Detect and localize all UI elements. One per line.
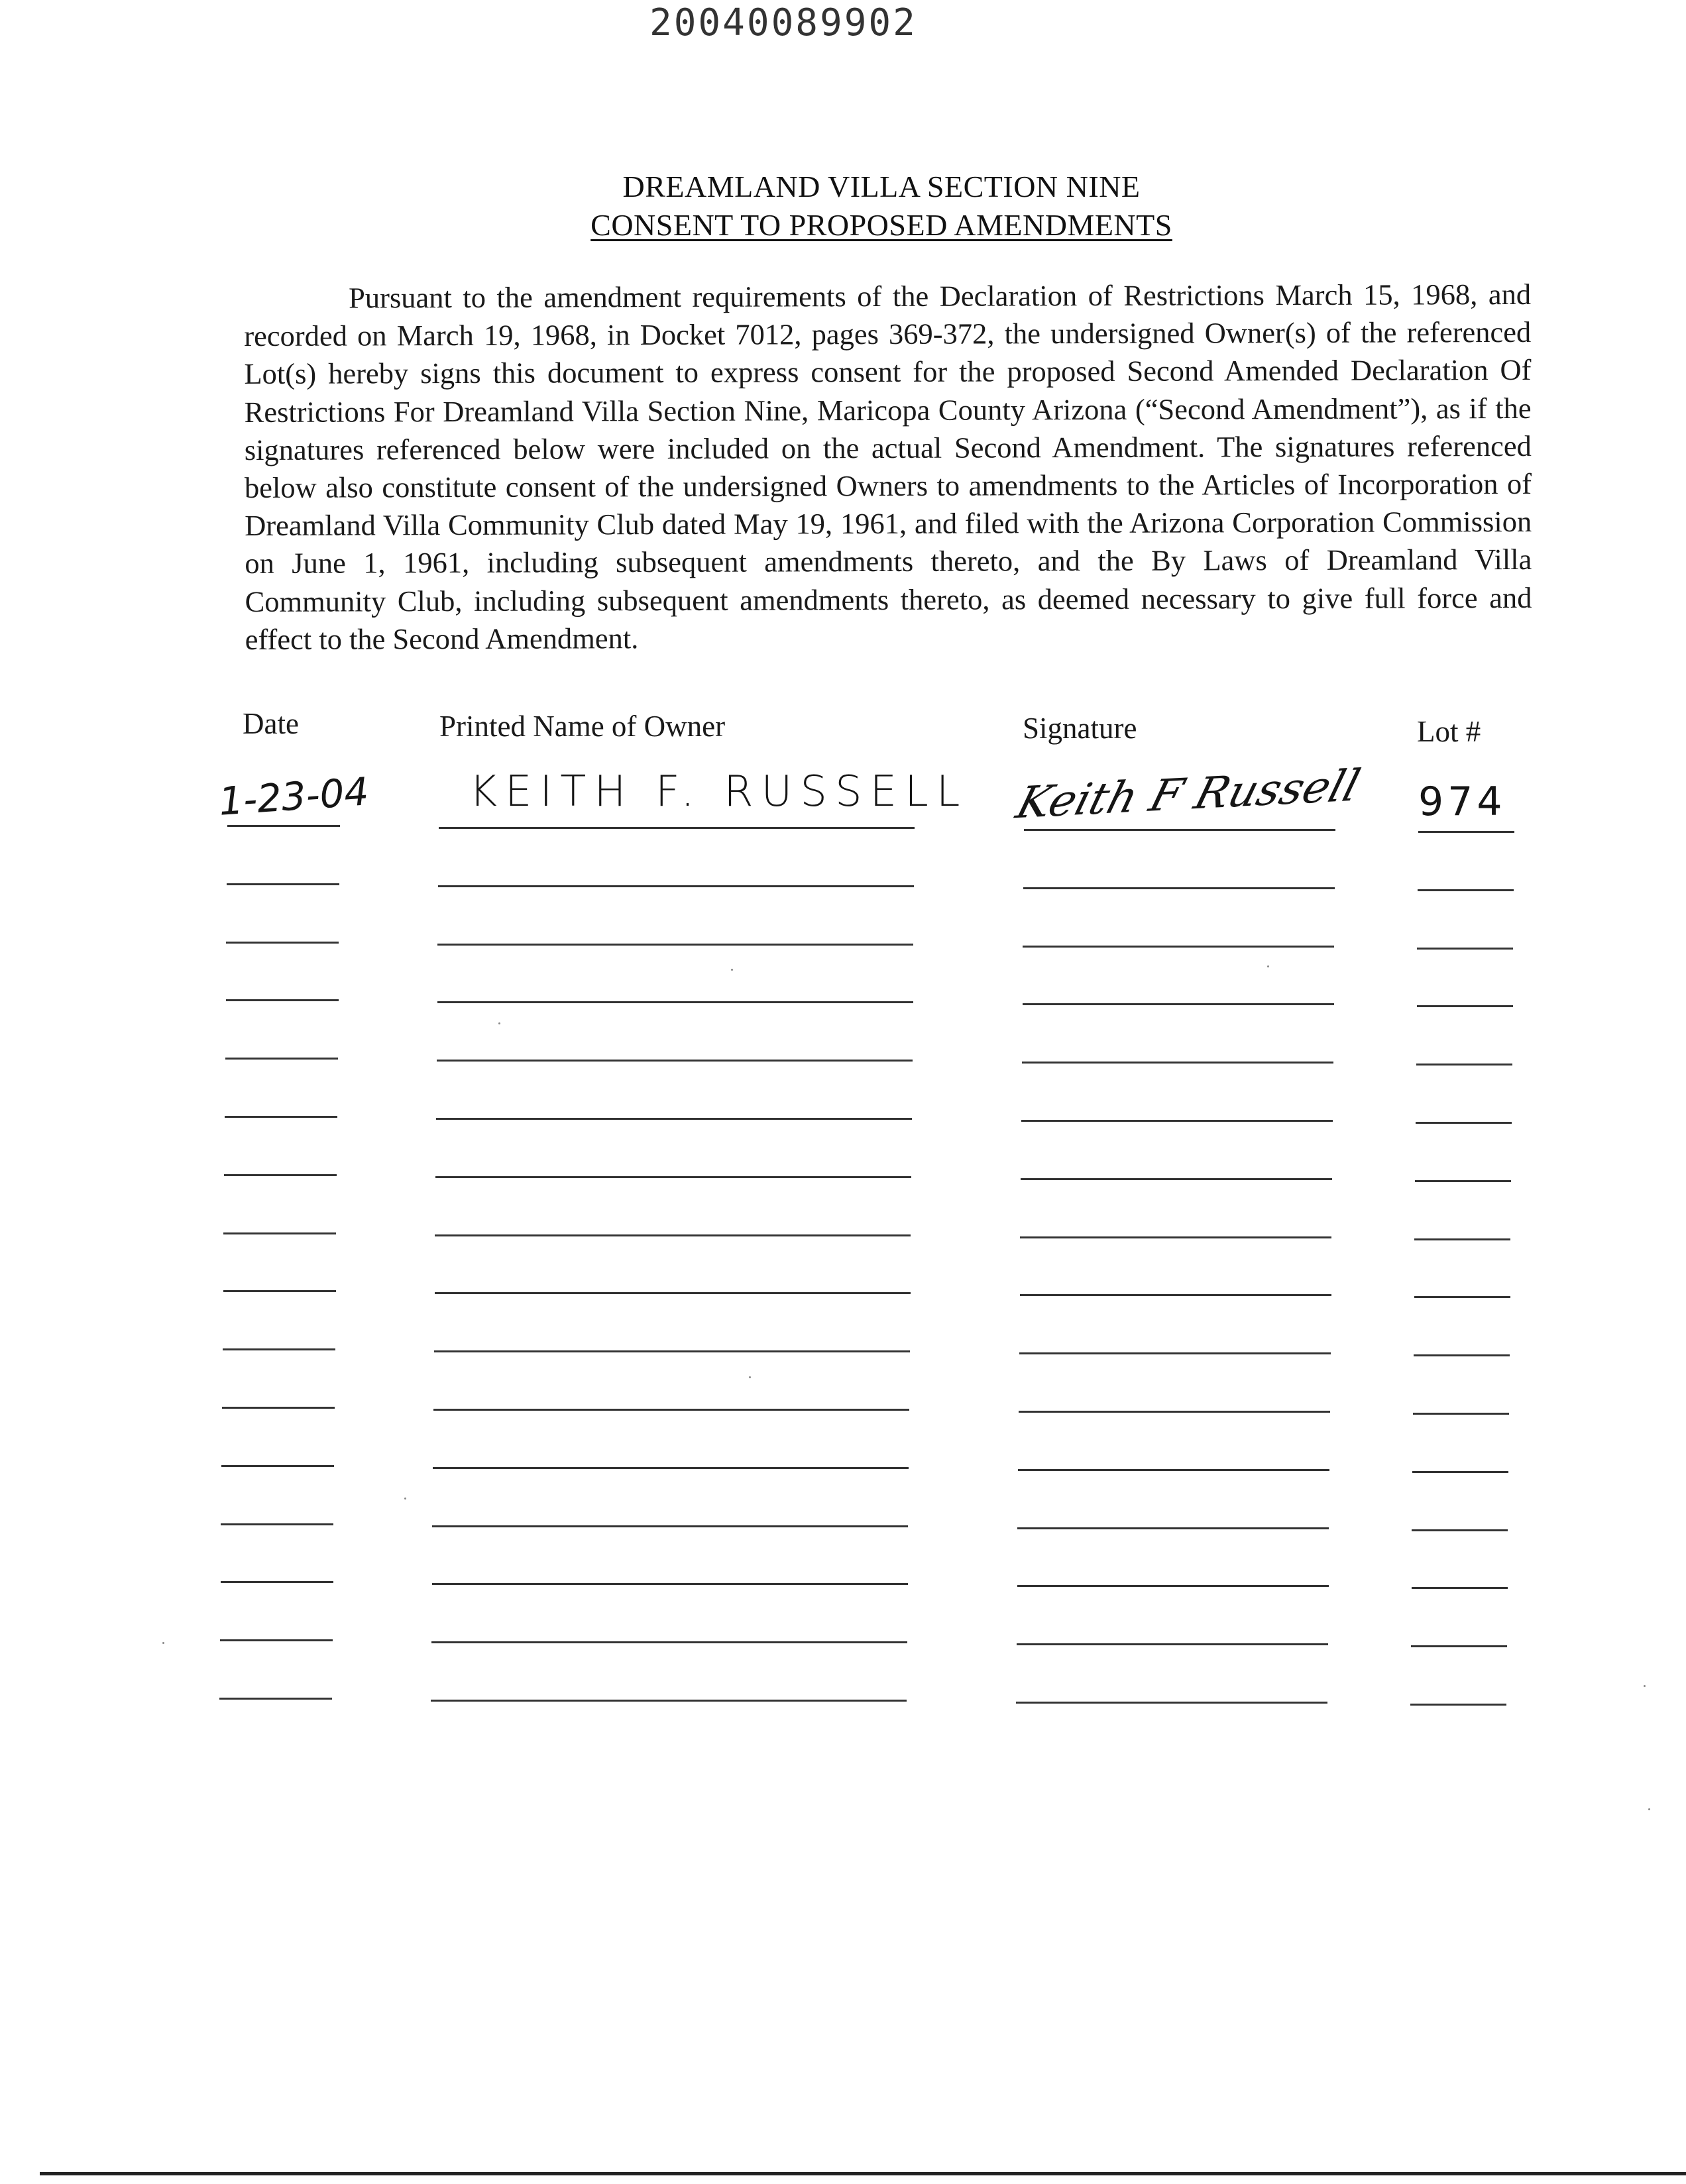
scan-speck: [1648, 1808, 1650, 1810]
document-subtitle: CONSENT TO PROPOSED AMENDMENTS: [590, 208, 1172, 242]
scan-speck: [1644, 1685, 1646, 1687]
date-column-header: Date: [243, 707, 299, 740]
scan-speck: [731, 969, 733, 971]
name-line: [433, 1409, 909, 1411]
lot-line: [1414, 1296, 1510, 1298]
date-line: [219, 1698, 332, 1700]
signature-line: [1022, 1062, 1333, 1064]
name-line: [431, 1641, 907, 1643]
lot-line: [1412, 1471, 1508, 1473]
lot-line: [1417, 1005, 1513, 1007]
date-line: [226, 999, 339, 1001]
lot-line: [1417, 948, 1513, 950]
entry-lot: 974: [1418, 779, 1506, 825]
signature-line: [1016, 1702, 1327, 1704]
signature-line: [1021, 1178, 1332, 1180]
lot-line: [1411, 1645, 1507, 1647]
date-line: [223, 1232, 336, 1234]
lot-line: [1415, 1180, 1511, 1182]
name-line: [433, 1467, 909, 1469]
scan-speck: [404, 1498, 406, 1500]
date-line: [225, 1058, 338, 1060]
signature-line: [1023, 887, 1335, 889]
document-number: 20040089902: [649, 1, 917, 44]
lot-line: [1412, 1529, 1508, 1531]
document-title: DREAMLAND VILLA SECTION NINE: [622, 170, 1141, 203]
lot-column-header: Lot #: [1417, 715, 1481, 748]
date-line: [223, 1290, 336, 1292]
name-line: [437, 1001, 913, 1003]
scan-speck: [749, 1376, 751, 1378]
signature-line: [1020, 1236, 1331, 1238]
entry-date: 1-23-04: [217, 769, 370, 824]
scan-speck: [1267, 965, 1269, 967]
lot-line: [1410, 1704, 1506, 1706]
name-line: [435, 1176, 911, 1178]
name-line: [437, 1060, 913, 1062]
signature-line: [1023, 946, 1334, 948]
signature-line: [1020, 1294, 1331, 1296]
consent-paragraph: Pursuant to the amendment requirements of the Declaration of Restrictions March 15, 1968, and recorded on March 19, 1968, in Docket 7012, pages 369-372, the undersigned Owner(s) of the referenced Lot(s) hereby signs this document to express consent for the proposed Second Amended Declaration Of Restrictions For Dreamland Villa Section Nine, Maricopa County Arizona (“Second Amendment”), as if the signatures referenced below were included on the actual Second Amendment. The signatures referenced below also constitute consent of the undersigned Owners to amendments to the Articles of Incorporation of Dreamland Villa Community Club dated May 19, 1961, and filed with the Arizona Corporation Commission on June 1, 1961, including subsequent amendments thereto, and the By Laws of Dreamland Villa Community Club, including subsequent amendments thereto, as deemed necessary to give full force and effect to the Second Amendment.: [244, 277, 1532, 656]
lot-line: [1414, 1354, 1510, 1356]
entry-signature: Keith F Russell: [1011, 759, 1366, 829]
lot-line: [1413, 1413, 1509, 1415]
page-bottom-rule: [40, 2172, 1686, 2175]
signature-line: [1019, 1352, 1331, 1354]
name-line: [436, 1118, 912, 1120]
date-line: [225, 1116, 337, 1118]
scan-speck: [162, 1642, 164, 1644]
name-line: [432, 1525, 908, 1527]
name-line: [437, 944, 913, 946]
name-line: [432, 1583, 908, 1585]
name-line: [439, 827, 915, 829]
lot-line: [1414, 1238, 1510, 1240]
signature-line: [1017, 1585, 1329, 1587]
date-line: [220, 1639, 333, 1641]
signature-line: [1017, 1527, 1329, 1529]
lot-line: [1412, 1587, 1508, 1589]
signature-line: [1023, 1003, 1334, 1005]
name-line: [435, 1234, 911, 1236]
date-line: [221, 1523, 333, 1525]
date-line: [221, 1465, 334, 1467]
signature-line: [1021, 1120, 1333, 1122]
name-line: [434, 1350, 910, 1352]
signature-column-header: Signature: [1023, 712, 1137, 745]
lot-line: [1416, 1064, 1512, 1065]
name-line: [435, 1292, 911, 1294]
name-column-header: Printed Name of Owner: [439, 710, 726, 743]
signature-line: [1017, 1643, 1328, 1645]
date-line: [227, 825, 340, 827]
name-line: [431, 1700, 907, 1702]
lot-line: [1418, 831, 1514, 833]
date-line: [227, 883, 339, 885]
scan-speck: [498, 1022, 500, 1024]
date-line: [222, 1407, 335, 1409]
signature-line: [1018, 1469, 1329, 1471]
date-line: [221, 1581, 333, 1583]
entry-printed-name: KEITH F. RUSSELL: [469, 767, 968, 816]
lot-line: [1416, 1122, 1512, 1124]
signature-line: [1024, 829, 1335, 831]
date-line: [224, 1174, 337, 1176]
signature-line: [1019, 1411, 1330, 1413]
name-line: [438, 885, 914, 887]
lot-line: [1418, 889, 1514, 891]
date-line: [223, 1348, 335, 1350]
date-line: [226, 942, 339, 944]
